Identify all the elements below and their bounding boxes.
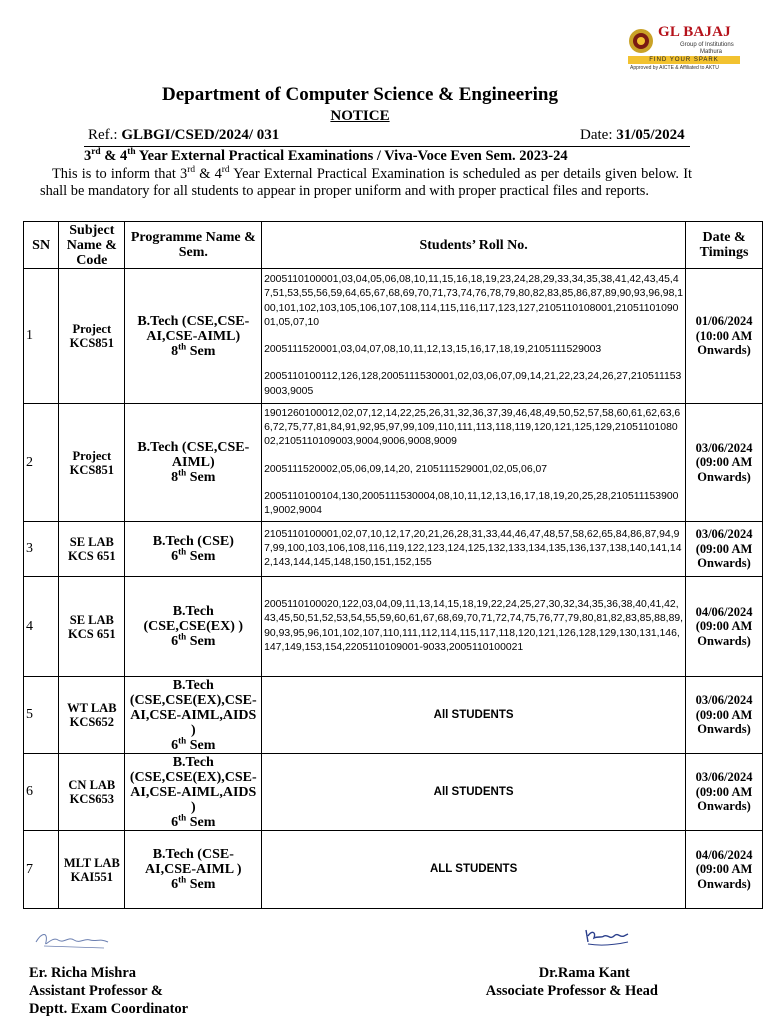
date-value: 31/05/2024 [616,127,685,143]
row-roll-numbers [262,269,686,404]
notice-date [580,127,685,144]
row-sn: 6 [24,754,59,831]
signatory-right [0,964,658,1000]
left-title2: Deptt. Exam Coordinator [29,1001,189,1017]
row-roll-numbers [262,404,686,522]
row-sn: 1 [24,269,59,404]
roll-block: 2005111520002,05,06,09,14,20, 2105111529001,02,05,06,07 [264,463,548,475]
subject-name: Project [72,448,112,463]
institution-logo [628,22,748,74]
signature-right [582,926,632,948]
exam-timing: (09:00 AM Onwards) [695,707,753,737]
exam-timing: (09:00 AM Onwards) [695,862,753,891]
ref-label: Ref.: [88,127,118,143]
notice-label: NOTICE [330,108,390,124]
table-row [24,677,763,754]
row-programme [125,522,262,577]
logo-subtitle: Group of Institutions [680,42,734,48]
row-subject [59,677,125,754]
roll-block: 2005110100020,122,03,04,09,11,13,14,15,18,19,22,24,25,27,30,32,34,35,36,38,40,41,42,43,45,50,51,52,53,54,55,59,60,61,67,68,69,70,71,72,74,75,76,77,79,80,81,82,83,85,88,89,90,93,95,96,101,102,107,110,111,112,114,115,117,118,120,121,126,128,129,130,131,146,147,149,153,154,2205110109001-9033,2005110100021 [264,599,684,653]
programme-sem: 8th Sem [171,467,216,485]
row-roll-numbers: All STUDENTS [262,754,686,831]
subject-name: MLT LAB [63,855,120,870]
row-programme [125,831,262,909]
exam-timing: (09:00 AM Onwards) [695,541,753,571]
emblem-icon [628,28,654,54]
department-title: Department of Computer Science & Engineering [162,84,558,105]
programme-sem: 6th Sem [171,734,216,753]
right-name: Dr.Rama Kant [538,965,630,981]
table-row [24,404,763,522]
row-sn: 4 [24,577,59,677]
row-roll-numbers [262,577,686,677]
logo-tagline: FIND YOUR SPARK [628,56,740,64]
row-programme [125,269,262,404]
logo-approval: Approved by AICTE & Affiliated to AKTU [630,65,719,71]
table-row [24,269,763,404]
exam-date: 03/06/2024 [695,527,753,542]
table-row [24,754,763,831]
subject-code: KCS851 [69,462,115,477]
row-subject [59,522,125,577]
subject-code: KCS851 [69,336,115,350]
programme-name: B.Tech (CSE,CSE-AIML) [137,440,250,470]
programme-name: B.Tech (CSE,CSE(EX),CSE-AI,CSE-AIML,AIDS ) [129,754,257,815]
subject-name: SE LAB [69,535,114,549]
signature-left [34,928,112,952]
exam-date: 03/06/2024 [695,693,753,708]
row-sn: 3 [24,522,59,577]
programme-name: B.Tech (CSE,CSE(EX),CSE-AI,CSE-AIML,AIDS ) [129,677,257,738]
left-title1: Assistant Professor & [29,983,163,999]
roll-block: 2005110100001,03,04,05,06,08,10,11,15,16,18,19,23,24,28,29,33,34,35,38,41,42,43,45,47,51,53,55,56,59,64,65,67,68,69,70,71,73,74,76,78,79,80,82,83,85,86,87,89,90,93,96,98,100,101,102,103,105,106,107,108,114,115,116,117,123,127,2105110108001,2105110109001,05,07,10 [264,274,684,328]
row-date [686,269,763,404]
row-roll-numbers [262,522,686,577]
exam-timing: (09:00 AM Onwards) [695,784,753,814]
roll-block: 1901260100012,02,07,12,14,22,25,26,31,32,36,37,39,46,48,49,50,52,57,58,60,61,62,63,66,72,75,77,81,84,91,92,95,97,99,109,110,111,113,118,119,120,121,125,129,2105110108002,2105110109003,9004,9006,9008,9009 [264,407,681,448]
programme-name: B.Tech (CSE-AI,CSE-AIML ) [145,847,242,877]
row-sn: 2 [24,404,59,522]
table-row [24,522,763,577]
ref-value: GLBGI/CSED/2024/ 031 [121,127,280,143]
row-programme [125,677,262,754]
exam-schedule-table [23,221,763,909]
right-title1: Associate Professor & Head [485,983,658,999]
exam-date: 03/06/2024 [695,770,753,785]
programme-sem: 6th Sem [171,874,216,892]
row-sn: 7 [24,831,59,909]
reference [88,127,279,144]
roll-block: 2005110100104,130,2005111530004,08,10,11,12,13,16,17,18,19,20,25,28,2105111539001,9002,9004 [264,490,679,516]
exam-date: 04/06/2024 [695,604,753,619]
row-date [686,577,763,677]
row-date [686,754,763,831]
logo-location: Mathura [700,49,723,55]
row-sn: 5 [24,677,59,754]
row-subject [59,577,125,677]
row-roll-numbers: ALL STUDENTS [262,831,686,909]
row-date [686,831,763,909]
programme-name: B.Tech (CSE) [152,534,234,549]
row-subject [59,754,125,831]
exam-timing: (09:00 AM Onwards) [695,619,753,648]
row-subject [59,269,125,404]
logo-brand: GL BAJAJ [658,24,731,40]
roll-block: 2005111520001,03,04,07,08,10,11,12,13,15,16,17,18,19,2105111529003 [264,344,602,356]
roll-block: 2005110100112,126,128,2005111530001,02,03,06,07,09,14,21,22,23,24,26,27,2105111539003,9005 [264,371,682,397]
row-roll-numbers: All STUDENTS [262,677,686,754]
subject-name: CN LAB [68,778,116,792]
row-date [686,677,763,754]
date-label: Date: [580,127,613,143]
exam-timing: (10:00 AM Onwards) [695,328,753,358]
table-header-row [24,222,763,269]
table-row [24,831,763,909]
subject-code: KCS 651 [68,549,116,563]
header-date: Date & Timings [686,222,763,269]
header-subject: Subject Name & Code [59,222,125,269]
row-date [686,522,763,577]
subject-name: Project [72,322,112,336]
row-programme [125,754,262,831]
table-row [24,577,763,677]
row-subject [59,404,125,522]
notice-subject: 3rd & 4th Year External Practical Examinations / Viva-Voce Even Sem. 2023-24 [84,147,568,164]
subject-code: KCS653 [69,792,115,806]
programme-sem: 6th Sem [171,811,216,830]
programme-name: B.Tech (CSE,CSE(EX) ) [143,604,244,634]
programme-name: B.Tech (CSE,CSE-AI,CSE-AIML) [137,313,250,344]
exam-date: 04/06/2024 [695,847,753,862]
subject-code: KCS 651 [68,626,116,641]
header-roll: Students’ Roll No. [262,222,686,269]
roll-block: 2105110100001,02,07,10,12,17,20,21,26,28,31,33,44,46,47,48,57,58,62,65,84,86,87,94,97,99,100,103,106,108,116,119,122,123,124,125,132,133,134,135,136,137,138,140,141,142,143,144,145,148,150,151,152,155 [264,528,682,569]
left-name: Er. Richa Mishra [29,965,137,981]
header-divider [84,146,690,147]
intro-paragraph: This is to inform that 3rd & 4rd Year External Practical Examination is scheduled as per details given below. It shall be mandatory for all students to appear in proper uniform and with proper practical files and reports. [40,165,692,200]
subject-name: WT LAB [67,701,117,715]
subject-code: KAI551 [70,869,114,884]
notice-heading [0,108,720,125]
header-sn: SN [24,222,59,269]
row-programme [125,577,262,677]
exam-date: 03/06/2024 [695,440,753,455]
row-date [686,404,763,522]
row-subject [59,831,125,909]
subject-name: SE LAB [69,612,114,627]
row-programme [125,404,262,522]
subject-code: KCS652 [69,715,115,729]
programme-sem: 6th Sem [171,631,216,649]
exam-date: 01/06/2024 [695,314,753,329]
header-programme: Programme Name & Sem. [125,222,262,269]
programme-sem: 8th Sem [171,340,216,359]
exam-timing: (09:00 AM Onwards) [695,455,753,484]
programme-sem: 6th Sem [171,546,216,564]
